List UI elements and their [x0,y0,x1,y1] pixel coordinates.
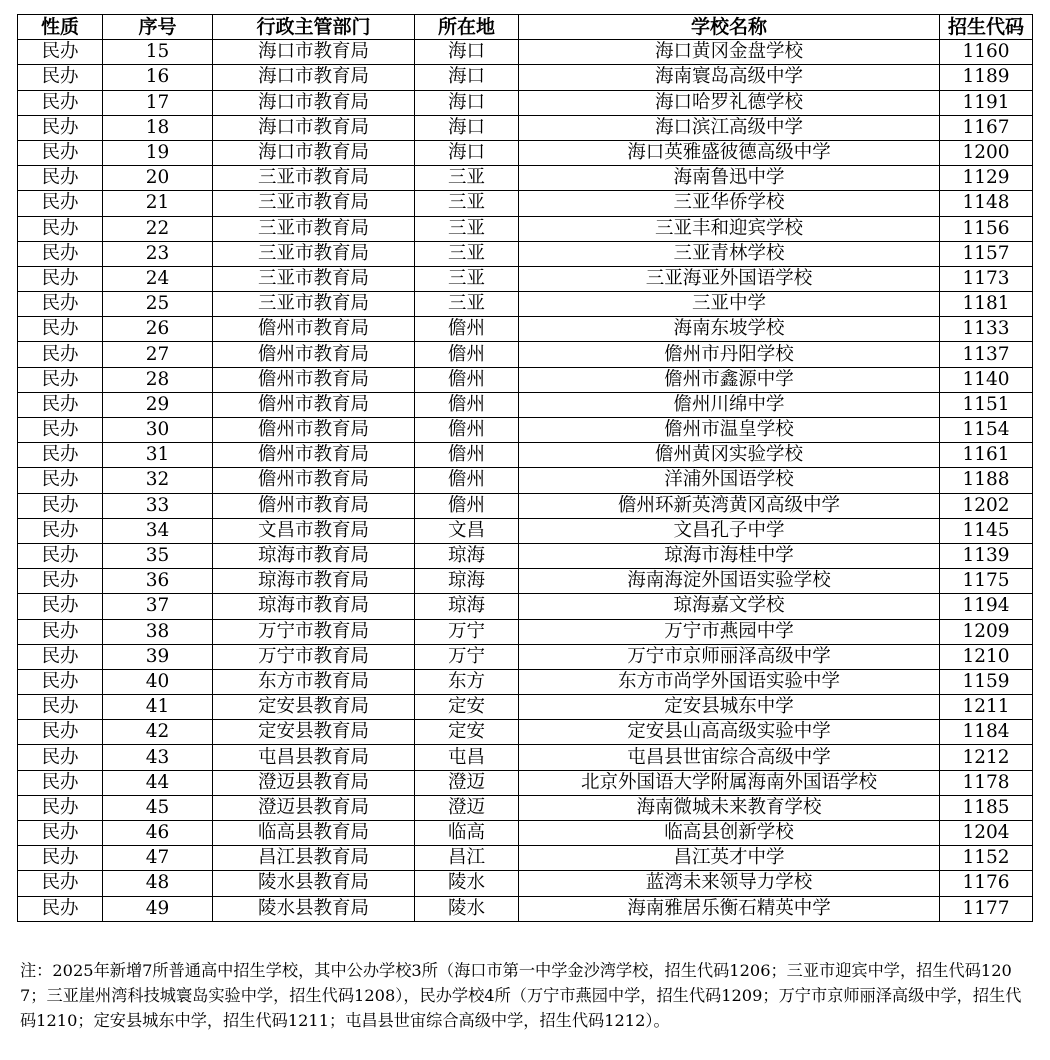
cell-school-name: 万宁市燕园中学 [519,619,940,644]
cell-enrollment-code: 1210 [940,644,1033,669]
cell-department: 昌江县教育局 [213,846,415,871]
cell-department: 海口市教育局 [213,40,415,65]
cell-school-name: 文昌孔子中学 [519,518,940,543]
cell-school-name: 三亚丰和迎宾学校 [519,216,940,241]
cell-nature: 民办 [18,266,103,291]
cell-index: 34 [103,518,213,543]
cell-location: 儋州 [415,493,519,518]
cell-school-name: 北京外国语大学附属海南外国语学校 [519,770,940,795]
cell-location: 三亚 [415,241,519,266]
cell-school-name: 三亚青林学校 [519,241,940,266]
cell-index: 42 [103,720,213,745]
cell-nature: 民办 [18,619,103,644]
cell-enrollment-code: 1185 [940,795,1033,820]
cell-enrollment-code: 1202 [940,493,1033,518]
cell-school-name: 海口滨江高级中学 [519,115,940,140]
cell-enrollment-code: 1175 [940,569,1033,594]
table-row [18,493,1033,518]
table-row [18,468,1033,493]
cell-school-name: 昌江英才中学 [519,846,940,871]
cell-enrollment-code: 1178 [940,770,1033,795]
cell-school-name: 蓝湾未来领导力学校 [519,871,940,896]
table-row [18,669,1033,694]
table-row [18,418,1033,443]
cell-index: 33 [103,493,213,518]
cell-school-name: 三亚海亚外国语学校 [519,266,940,291]
cell-location: 儋州 [415,392,519,417]
table-row [18,846,1033,871]
cell-index: 35 [103,543,213,568]
cell-enrollment-code: 1140 [940,367,1033,392]
cell-enrollment-code: 1181 [940,292,1033,317]
cell-school-name: 儋州黄冈实验学校 [519,443,940,468]
cell-location: 定安 [415,720,519,745]
cell-enrollment-code: 1154 [940,418,1033,443]
cell-department: 儋州市教育局 [213,418,415,443]
cell-index: 23 [103,241,213,266]
cell-school-name: 琼海嘉文学校 [519,594,940,619]
cell-department: 三亚市教育局 [213,266,415,291]
table-row [18,115,1033,140]
cell-enrollment-code: 1212 [940,745,1033,770]
cell-school-name: 定安县山高高级实验中学 [519,720,940,745]
cell-location: 屯昌 [415,745,519,770]
cell-school-name: 海南微城未来教育学校 [519,795,940,820]
cell-enrollment-code: 1161 [940,443,1033,468]
header-index: 序号 [103,15,213,40]
cell-department: 三亚市教育局 [213,166,415,191]
cell-enrollment-code: 1189 [940,65,1033,90]
cell-school-name: 洋浦外国语学校 [519,468,940,493]
cell-enrollment-code: 1157 [940,241,1033,266]
table-row [18,770,1033,795]
cell-index: 25 [103,292,213,317]
cell-nature: 民办 [18,367,103,392]
cell-nature: 民办 [18,518,103,543]
cell-location: 三亚 [415,191,519,216]
cell-location: 儋州 [415,418,519,443]
cell-index: 22 [103,216,213,241]
cell-index: 41 [103,695,213,720]
cell-nature: 民办 [18,392,103,417]
cell-department: 儋州市教育局 [213,342,415,367]
cell-index: 30 [103,418,213,443]
cell-location: 三亚 [415,292,519,317]
table-row [18,292,1033,317]
table-row [18,443,1033,468]
cell-department: 海口市教育局 [213,65,415,90]
cell-location: 儋州 [415,443,519,468]
header-school-name: 学校名称 [519,15,940,40]
cell-nature: 民办 [18,191,103,216]
table-row [18,644,1033,669]
cell-nature: 民办 [18,166,103,191]
cell-location: 海口 [415,65,519,90]
table-row [18,695,1033,720]
cell-location: 儋州 [415,468,519,493]
cell-department: 万宁市教育局 [213,619,415,644]
cell-location: 三亚 [415,166,519,191]
cell-enrollment-code: 1151 [940,392,1033,417]
cell-enrollment-code: 1173 [940,266,1033,291]
cell-index: 16 [103,65,213,90]
cell-location: 澄迈 [415,770,519,795]
cell-location: 澄迈 [415,795,519,820]
header-nature: 性质 [18,15,103,40]
cell-enrollment-code: 1159 [940,669,1033,694]
cell-nature: 民办 [18,770,103,795]
cell-school-name: 东方市尚学外国语实验中学 [519,669,940,694]
cell-enrollment-code: 1184 [940,720,1033,745]
cell-enrollment-code: 1145 [940,518,1033,543]
cell-school-name: 儋州市丹阳学校 [519,342,940,367]
cell-school-name: 儋州川绵中学 [519,392,940,417]
cell-school-name: 万宁市京师丽泽高级中学 [519,644,940,669]
cell-index: 48 [103,871,213,896]
table-row [18,821,1033,846]
cell-index: 29 [103,392,213,417]
cell-nature: 民办 [18,292,103,317]
cell-enrollment-code: 1191 [940,90,1033,115]
cell-location: 海口 [415,140,519,165]
cell-department: 儋州市教育局 [213,443,415,468]
cell-school-name: 海口哈罗礼德学校 [519,90,940,115]
cell-index: 49 [103,896,213,921]
cell-location: 东方 [415,669,519,694]
cell-school-name: 临高县创新学校 [519,821,940,846]
cell-department: 儋州市教育局 [213,367,415,392]
cell-department: 定安县教育局 [213,720,415,745]
table-row [18,266,1033,291]
cell-nature: 民办 [18,846,103,871]
cell-nature: 民办 [18,720,103,745]
cell-enrollment-code: 1148 [940,191,1033,216]
cell-department: 琼海市教育局 [213,594,415,619]
cell-nature: 民办 [18,669,103,694]
cell-school-name: 屯昌县世宙综合高级中学 [519,745,940,770]
cell-school-name: 定安县城东中学 [519,695,940,720]
cell-index: 19 [103,140,213,165]
table-row [18,140,1033,165]
cell-enrollment-code: 1152 [940,846,1033,871]
cell-nature: 民办 [18,418,103,443]
cell-nature: 民办 [18,493,103,518]
cell-department: 陵水县教育局 [213,871,415,896]
table-row [18,90,1033,115]
cell-nature: 民办 [18,468,103,493]
cell-nature: 民办 [18,90,103,115]
cell-department: 琼海市教育局 [213,543,415,568]
cell-location: 陵水 [415,871,519,896]
cell-department: 文昌市教育局 [213,518,415,543]
cell-department: 儋州市教育局 [213,317,415,342]
table-row [18,896,1033,921]
cell-location: 琼海 [415,594,519,619]
cell-index: 38 [103,619,213,644]
cell-nature: 民办 [18,216,103,241]
cell-school-name: 海南海淀外国语实验学校 [519,569,940,594]
cell-school-name: 海南寰岛高级中学 [519,65,940,90]
cell-index: 46 [103,821,213,846]
school-table [17,14,1033,922]
cell-location: 琼海 [415,569,519,594]
cell-nature: 民办 [18,115,103,140]
cell-index: 21 [103,191,213,216]
cell-department: 三亚市教育局 [213,241,415,266]
cell-department: 儋州市教育局 [213,468,415,493]
cell-department: 海口市教育局 [213,90,415,115]
cell-nature: 民办 [18,543,103,568]
cell-index: 26 [103,317,213,342]
cell-location: 昌江 [415,846,519,871]
cell-enrollment-code: 1200 [940,140,1033,165]
header-enrollment-code: 招生代码 [940,15,1033,40]
cell-school-name: 海南东坡学校 [519,317,940,342]
cell-index: 28 [103,367,213,392]
cell-school-name: 儋州环新英湾黄冈高级中学 [519,493,940,518]
cell-school-name: 琼海市海桂中学 [519,543,940,568]
cell-location: 陵水 [415,896,519,921]
cell-index: 45 [103,795,213,820]
cell-school-name: 儋州市温皇学校 [519,418,940,443]
cell-department: 陵水县教育局 [213,896,415,921]
cell-index: 40 [103,669,213,694]
cell-department: 海口市教育局 [213,140,415,165]
footnote: 注：2025年新增7所普通高中招生学校，其中公办学校3所（海口市第一中学金沙湾学校，招生代码1206；三亚市迎宾中学，招生代码1207；三亚崖州湾科技城寰岛实验中学，招生代码1208），民办学校4所（万宁市燕园中学，招生代码1209；万宁市京师丽泽高级中学，招生代码1210；定安县城东中学，招生代码1211；屯昌县世宙综合高级中学，招生代码1212）。 [20,961,1022,1030]
cell-index: 31 [103,443,213,468]
cell-location: 海口 [415,115,519,140]
cell-nature: 民办 [18,821,103,846]
cell-enrollment-code: 1160 [940,40,1033,65]
cell-index: 32 [103,468,213,493]
table-row [18,518,1033,543]
cell-school-name: 海南鲁迅中学 [519,166,940,191]
cell-index: 43 [103,745,213,770]
cell-department: 三亚市教育局 [213,191,415,216]
table-row [18,871,1033,896]
table-row [18,166,1033,191]
cell-school-name: 儋州市鑫源中学 [519,367,940,392]
table-row [18,317,1033,342]
cell-enrollment-code: 1177 [940,896,1033,921]
cell-index: 27 [103,342,213,367]
header-location: 所在地 [415,15,519,40]
cell-location: 定安 [415,695,519,720]
table-row [18,40,1033,65]
cell-index: 44 [103,770,213,795]
cell-department: 儋州市教育局 [213,392,415,417]
cell-department: 澄迈县教育局 [213,795,415,820]
cell-school-name: 三亚中学 [519,292,940,317]
cell-department: 临高县教育局 [213,821,415,846]
cell-department: 三亚市教育局 [213,292,415,317]
cell-index: 17 [103,90,213,115]
cell-nature: 民办 [18,569,103,594]
table-row [18,543,1033,568]
cell-school-name: 海南雅居乐衡石精英中学 [519,896,940,921]
cell-enrollment-code: 1133 [940,317,1033,342]
cell-enrollment-code: 1129 [940,166,1033,191]
cell-nature: 民办 [18,65,103,90]
cell-location: 儋州 [415,367,519,392]
cell-nature: 民办 [18,745,103,770]
table-row [18,569,1033,594]
table-row [18,745,1033,770]
cell-enrollment-code: 1211 [940,695,1033,720]
table-row [18,342,1033,367]
cell-department: 琼海市教育局 [213,569,415,594]
cell-nature: 民办 [18,40,103,65]
cell-location: 儋州 [415,342,519,367]
cell-department: 三亚市教育局 [213,216,415,241]
cell-location: 三亚 [415,266,519,291]
cell-location: 琼海 [415,543,519,568]
cell-location: 万宁 [415,644,519,669]
cell-enrollment-code: 1167 [940,115,1033,140]
table-row [18,619,1033,644]
cell-enrollment-code: 1137 [940,342,1033,367]
cell-enrollment-code: 1204 [940,821,1033,846]
cell-index: 24 [103,266,213,291]
cell-location: 三亚 [415,216,519,241]
cell-nature: 民办 [18,241,103,266]
cell-nature: 民办 [18,140,103,165]
cell-nature: 民办 [18,342,103,367]
cell-enrollment-code: 1139 [940,543,1033,568]
cell-nature: 民办 [18,871,103,896]
cell-location: 儋州 [415,317,519,342]
cell-nature: 民办 [18,896,103,921]
cell-department: 屯昌县教育局 [213,745,415,770]
cell-index: 18 [103,115,213,140]
cell-school-name: 海口英雅盛彼德高级中学 [519,140,940,165]
table-row [18,392,1033,417]
cell-location: 海口 [415,90,519,115]
table-header-row [18,15,1033,40]
table-row [18,594,1033,619]
cell-nature: 民办 [18,443,103,468]
cell-enrollment-code: 1156 [940,216,1033,241]
table-row [18,191,1033,216]
cell-enrollment-code: 1176 [940,871,1033,896]
cell-enrollment-code: 1194 [940,594,1033,619]
table-row [18,795,1033,820]
cell-index: 37 [103,594,213,619]
cell-department: 儋州市教育局 [213,493,415,518]
cell-department: 澄迈县教育局 [213,770,415,795]
table-row [18,720,1033,745]
header-department: 行政主管部门 [213,15,415,40]
cell-index: 39 [103,644,213,669]
cell-index: 20 [103,166,213,191]
cell-nature: 民办 [18,695,103,720]
cell-location: 海口 [415,40,519,65]
cell-location: 万宁 [415,619,519,644]
cell-school-name: 三亚华侨学校 [519,191,940,216]
cell-index: 47 [103,846,213,871]
cell-nature: 民办 [18,594,103,619]
cell-index: 15 [103,40,213,65]
table-row [18,241,1033,266]
cell-department: 海口市教育局 [213,115,415,140]
cell-nature: 民办 [18,644,103,669]
cell-department: 万宁市教育局 [213,644,415,669]
cell-location: 临高 [415,821,519,846]
cell-location: 文昌 [415,518,519,543]
cell-department: 定安县教育局 [213,695,415,720]
cell-nature: 民办 [18,795,103,820]
cell-enrollment-code: 1209 [940,619,1033,644]
cell-enrollment-code: 1188 [940,468,1033,493]
table-row [18,367,1033,392]
table-row [18,65,1033,90]
cell-department: 东方市教育局 [213,669,415,694]
table-row [18,216,1033,241]
cell-nature: 民办 [18,317,103,342]
cell-school-name: 海口黄冈金盘学校 [519,40,940,65]
table-body [18,40,1033,922]
cell-index: 36 [103,569,213,594]
